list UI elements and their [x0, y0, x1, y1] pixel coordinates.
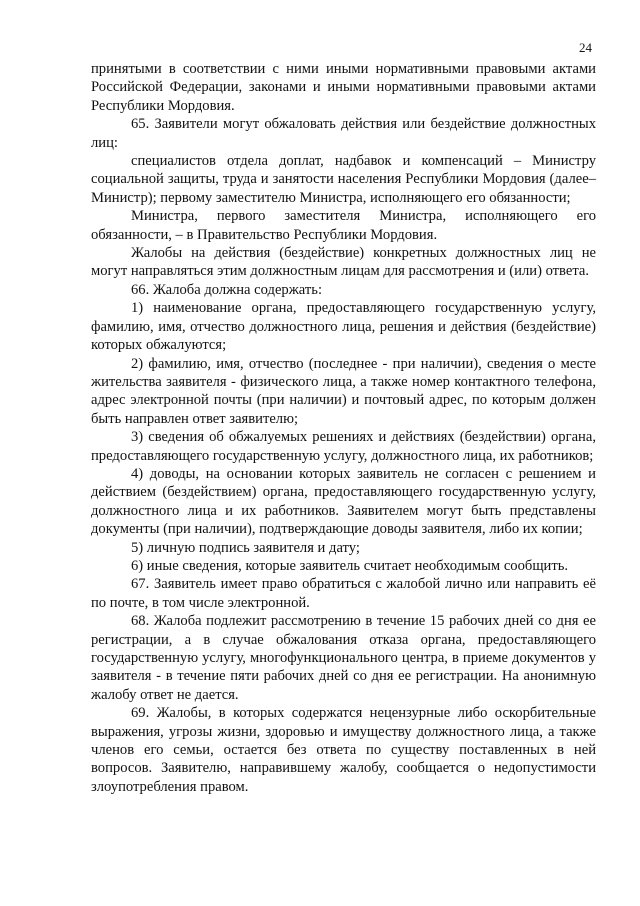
- paragraph-65: 65. Заявители могут обжаловать действия или бездействие должностных лиц:: [91, 116, 596, 151]
- paragraph-65-complaints: Жалобы на действия (бездействие) конкретных должностных лиц не могут направляться этим должностным лицам для рассмотрения и (или) ответа.: [91, 245, 596, 280]
- paragraph-66-item-6: 6) иные сведения, которые заявитель считает необходимым сообщить.: [131, 557, 569, 574]
- paragraph-65-minister: Министра, первого заместителя Министра, исполняющего его обязанности, – в Правительство Республики Мордовия.: [91, 208, 596, 243]
- paragraph-66-item-5: 5) личную подпись заявителя и дату;: [131, 539, 360, 556]
- paragraph-66-item-1: 1) наименование органа, предоставляющего государственную услугу, фамилию, имя, отчество должностного лица, решения и действия (бездействие) которых обжалуются;: [91, 300, 596, 354]
- paragraph-66: 66. Жалоба должна содержать:: [131, 281, 322, 298]
- paragraph-65-specialists: специалистов отдела доплат, надбавок и компенсаций – Министру социальной защиты, труда и занятости населения Республики Мордовия (далее–Министр); первому заместителю Министра, исполняющего его обязанности;: [91, 153, 596, 206]
- paragraph-68: 68. Жалоба подлежит рассмотрению в течение 15 рабочих дней со дня ее регистрации, а в случае обжалования отказа органа, предоставляющего государственную услугу, многофункционального центра, в приеме документов у заявителя - в течение пяти рабочих дней со дня ее регистрации. На анонимную жалобу ответ не дается.: [91, 613, 596, 703]
- document-body: [91, 60, 596, 796]
- paragraph-69: 69. Жалобы, в которых содержатся нецензурные либо оскорбительные выражения, угрозы жизни, здоровью и имуществу должностного лица, а также членов его семьи, остается без ответа по существу поставленных в ней вопросов. Заявителю, направившему жалобу, сообщается о недопустимости злоупотребления правом.: [91, 705, 596, 795]
- paragraph-66-item-3: 3) сведения об обжалуемых решениях и действиях (бездействии) органа, предоставляющего государственную услугу, должностного лица, их работников;: [91, 429, 596, 464]
- paragraph-66-item-4: 4) доводы, на основании которых заявитель не согласен с решением и действием (бездействием) органа, предоставляющего государственную услугу, должностного лица и их работников. Заявителем могут быть представлены документы (при наличии), подтверждающие доводы заявителя, либо их копии;: [91, 465, 596, 538]
- paragraph-67: 67. Заявитель имеет право обратиться с жалобой лично или направить её по почте, в том числе электронной.: [91, 576, 596, 611]
- paragraph-66-item-2: 2) фамилию, имя, отчество (последнее - при наличии), сведения о месте жительства заявителя - физического лица, а также номер контактного телефона, адрес электронной почты (при наличии) и почтовый адрес, по которым должен быть направлен ответ заявителю;: [91, 355, 596, 427]
- paragraph-continuation: принятыми в соответствии с ними иными нормативными правовыми актами Российской Федерации, законами и иными нормативными правовыми актами Республики Мордовия.: [91, 61, 596, 114]
- page-number: 24: [579, 40, 592, 55]
